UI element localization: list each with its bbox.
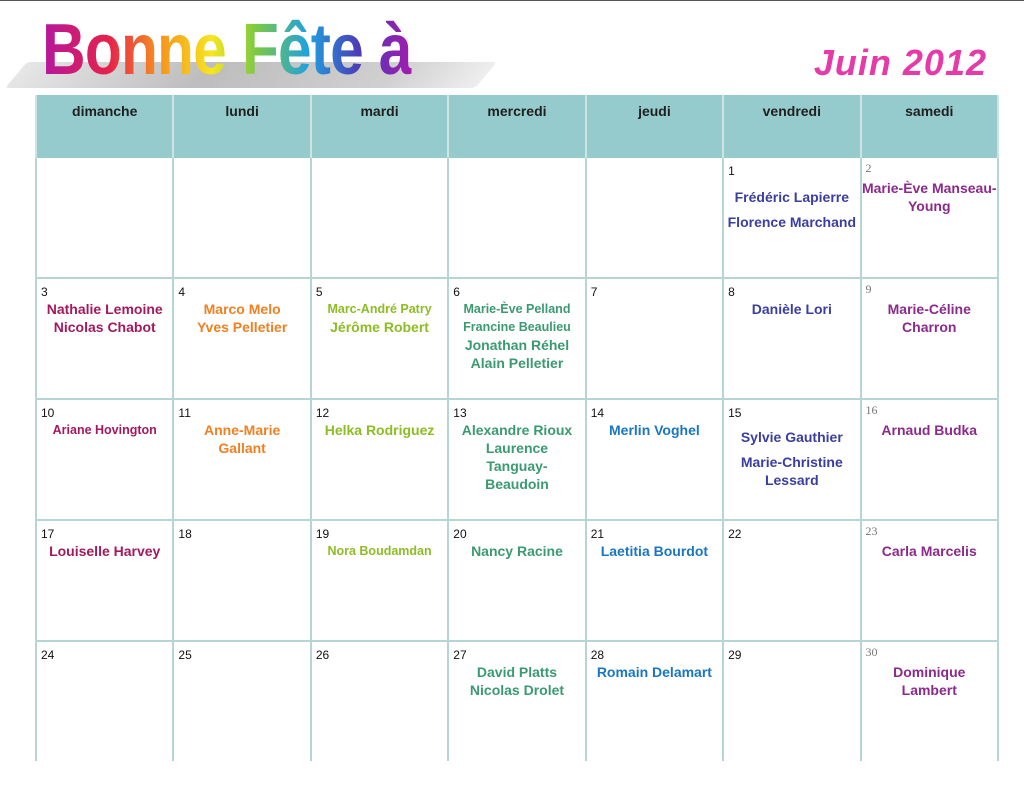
day-number: 13 [453,406,467,420]
day-number: 24 [41,648,55,662]
calendar-grid [35,95,999,761]
day-cell-14 [586,399,723,520]
birthday-name: Merlin Voghel [609,422,700,438]
day-number: 27 [453,648,467,662]
day-cell-15 [723,399,860,520]
day-cell-28 [586,641,723,761]
day-number: 11 [178,406,191,420]
day-cell-4 [173,278,310,399]
day-number: 1 [728,164,735,178]
birthday-name: Ariane Hovington [52,423,157,437]
birthday-name: Marc-André Patry [327,302,432,316]
title-banner [10,10,530,96]
weekday-thursday: jeudi [586,95,723,158]
day-number: 23 [865,524,878,538]
weekday-header-row [36,95,998,158]
month-label: Juin 2012 [813,42,987,83]
week-row [36,399,998,520]
day-cell-9 [861,278,998,399]
birthday-name: Helka Rodriguez [324,422,435,438]
day-number: 15 [728,406,742,420]
day-number: 4 [178,285,186,299]
day-cell-5 [311,278,448,399]
top-rule [0,0,1024,1]
weekday-wednesday: mercredi [448,95,585,158]
week-row [36,641,998,761]
birthday-name: Marie-Ève Pelland [463,302,571,316]
day-number: 29 [728,648,742,662]
day-cell-empty [173,158,310,278]
day-cell-empty [586,158,723,278]
weekday-monday: lundi [173,95,310,158]
birthday-name: Francine Beaulieu [463,320,571,334]
day-number: 2 [865,161,872,175]
day-cell-30 [861,641,998,761]
birthday-name: Dominique Lambert [893,664,966,698]
day-number: 7 [590,285,598,299]
day-number: 8 [728,285,735,299]
day-number: 22 [728,527,742,541]
birthday-name: Carla Marcelis [881,543,977,559]
birthday-name: Anne-Marie Gallant [204,422,281,456]
day-cell-29 [723,641,860,761]
day-number: 17 [41,527,55,541]
day-cell-25 [173,641,310,761]
day-number: 25 [178,648,192,662]
day-cell-11 [173,399,310,520]
day-cell-24 [36,641,173,761]
week-row [36,158,998,278]
birthday-name: Marco Melo [203,301,281,317]
day-number: 14 [590,406,605,420]
weekday-friday: vendredi [723,95,860,158]
day-cell-8 [723,278,860,399]
day-number: 26 [315,648,330,662]
day-number: 16 [865,403,878,417]
day-number: 20 [453,527,467,541]
day-cell-empty [311,158,448,278]
day-cell-13 [448,399,585,520]
day-cell-21 [586,520,723,641]
day-number: 30 [865,645,878,659]
birthday-name: Florence Marchand [727,214,856,230]
day-cell-2 [861,158,998,278]
day-number: 28 [590,648,605,662]
day-cell-10 [36,399,173,520]
day-cell-23 [861,520,998,641]
birthday-name: Nathalie Lemoine [46,301,163,317]
birthday-name: Louiselle Harvey [49,543,161,559]
day-cell-12 [311,399,448,520]
day-number: 5 [315,285,323,299]
birthday-name: David Platts [476,664,558,680]
day-cell-22 [723,520,860,641]
birthday-name: Marie-Ève Manseau-Young [861,180,997,214]
day-number: 12 [315,406,330,420]
day-cell-18 [173,520,310,641]
birthday-name: Nicolas Chabot [53,319,156,335]
day-number: 3 [41,285,48,299]
weekday-tuesday: mardi [311,95,448,158]
birthday-name: Jérôme Robert [330,319,429,335]
birthday-name: Nancy Racine [471,543,563,559]
day-cell-7 [586,278,723,399]
day-cell-3 [36,278,173,399]
day-cell-16 [861,399,998,520]
birthday-name: Frédéric Lapierre [734,189,850,205]
day-cell-19 [311,520,448,641]
day-cell-empty [36,158,173,278]
birthday-name: Yves Pelletier [196,319,288,335]
week-row [36,278,998,399]
day-cell-26 [311,641,448,761]
day-cell-20 [448,520,585,641]
day-cell-27 [448,641,585,761]
birthday-name: Danièle Lori [751,301,832,317]
page-title: Bonne Fête à [42,10,412,90]
day-cell-empty [448,158,585,278]
birthday-name: Laetitia Bourdot [600,543,709,559]
birthday-name: Romain Delamart [596,664,712,680]
day-number: 18 [178,527,192,541]
birthday-name: Nicolas Drolet [469,682,565,698]
birthday-name: Nora Boudamdan [327,544,432,558]
birthday-name: Marie-Christine Lessard [740,454,843,488]
weekday-saturday: samedi [861,95,998,158]
birthday-name: Jonathan Réhel [464,337,570,353]
day-cell-17 [36,520,173,641]
birthday-name: Alexandre Rioux [461,422,573,438]
day-number: 9 [865,282,872,296]
day-cell-1 [723,158,860,278]
birthday-name: Marie-Céline Charron [887,301,971,335]
day-cell-6 [448,278,585,399]
birthday-name: Arnaud Budka [881,422,978,438]
day-number: 19 [315,527,330,541]
week-row [36,520,998,641]
weekday-sunday: dimanche [36,95,173,158]
day-number: 21 [590,527,605,541]
day-number: 6 [453,285,460,299]
birthday-name: Alain Pelletier [470,355,564,371]
birthday-name: Sylvie Gauthier [740,429,843,445]
birthday-name: Laurence Tanguay-Beaudoin [485,440,549,492]
day-number: 10 [41,406,55,420]
